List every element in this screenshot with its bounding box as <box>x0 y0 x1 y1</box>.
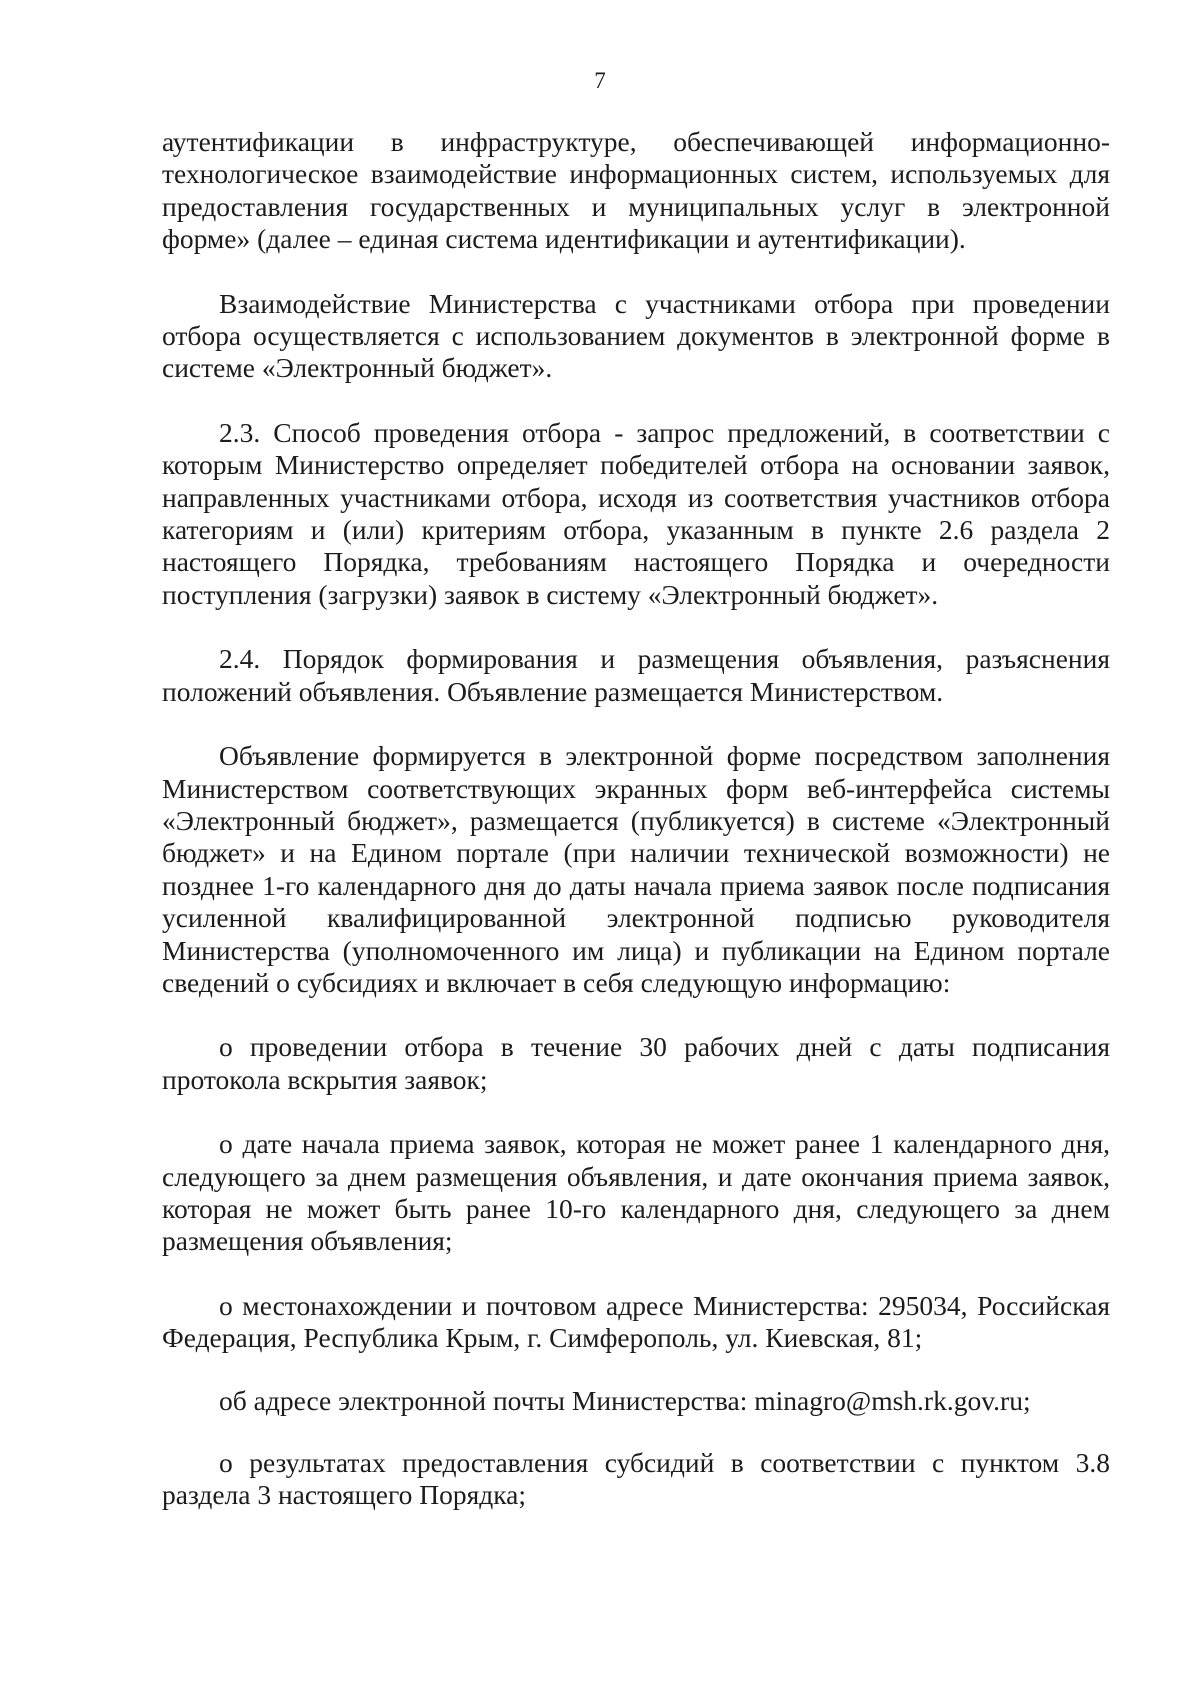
paragraph-application-dates: о дате начала приема заявок, которая не может ранее 1 календарного дня, следующего за днем размещения объявления, и дате окончания приема заявок, которая не может быть ранее 10-го календарного дня, следующего за днем размещения объявления; <box>162 1128 1110 1257</box>
paragraph-selection-deadline: о проведении отбора в течение 30 рабочих дней с даты подписания протокола вскрытия заявок; <box>162 1031 1110 1095</box>
paragraph-subsidy-results: о результатах предоставления субсидий в соответствии с пунктом 3.8 раздела 3 настоящего Порядка; <box>162 1447 1110 1511</box>
page-number: 7 <box>594 68 606 93</box>
paragraph-clause-2-3: 2.3. Способ проведения отбора - запрос предложений, в соответствии с которым Министерство определяет победителей отбора на основании заявок, направленных участниками отбора, исходя из соответствия участников отбора категориям и (или) критериям отбора, указанным в пункте 2.6 раздела 2 настоящего Порядка, требованиям настоящего Порядка и очередности поступления (загрузки) заявок в систему «Электронный бюджет». <box>162 416 1110 610</box>
paragraph-continuation: аутентификации в инфраструктуре, обеспечивающей информационно-технологическое взаимодействие информационных систем, используемых для предоставления государственных и муниципальных услуг в электронной форме» (далее – единая система идентификации и аутентификации). <box>162 126 1110 255</box>
paragraph-clause-2-4: 2.4. Порядок формирования и размещения объявления, разъяснения положений объявления. Объявление размещается Министерством. <box>162 643 1110 707</box>
paragraph-ministry-email: об адресе электронной почты Министерства: minagro@msh.rk.gov.ru; <box>219 1384 1031 1416</box>
paragraph-interaction: Взаимодействие Министерства с участниками отбора при проведении отбора осуществляется с использованием документов в электронной форме в системе «Электронный бюджет». <box>162 287 1110 384</box>
document-body <box>162 126 1110 1512</box>
paragraph-ministry-address: о местонахождении и почтовом адресе Министерства: 295034, Российская Федерация, Республика Крым, г. Симферополь, ул. Киевская, 81; <box>162 1289 1110 1354</box>
paragraph-announcement: Объявление формируется в электронной форме посредством заполнения Министерством соответствующих экранных форм веб-интерфейса системы «Электронный бюджет», размещается (публикуется) в системе «Электронный бюджет» и на Едином портале (при наличии технической возможности) не позднее 1-го календарного дня до даты начала приема заявок после подписания усиленной квалифицированной электронной подписью руководителя Министерства (уполномоченного им лица) и публикации на Едином портале сведений о субсидиях и включает в себя следующую информацию: <box>162 740 1110 998</box>
